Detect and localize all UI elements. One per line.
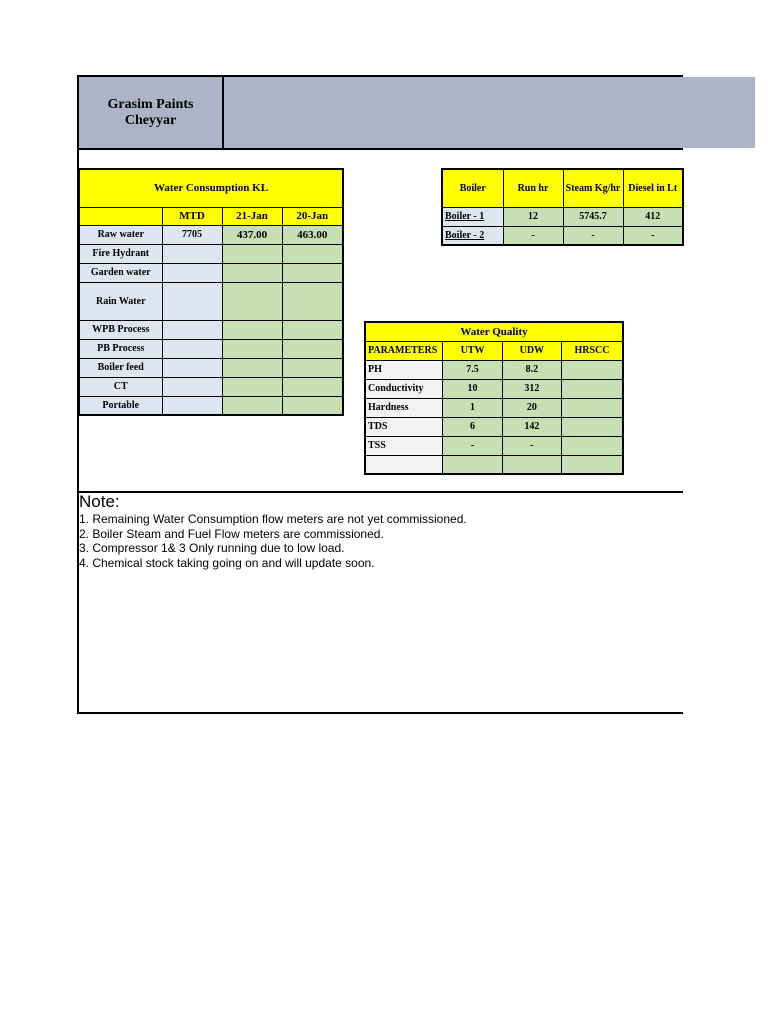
utw-cell [443,455,502,474]
row-label: Raw water [79,225,162,244]
note-line: 1. Remaining Water Consumption flow meters are not yet commissioned. [79,512,467,526]
notes-section [79,492,679,570]
jan21-cell [222,244,282,263]
jan21-cell [222,396,282,415]
header-bottom-border [77,148,683,150]
note-line: 4. Chemical stock taking going on and will update soon. [79,555,375,570]
jan21-cell [222,320,282,339]
jan20-cell [282,339,343,358]
boiler-header-boiler: Boiler [442,169,503,207]
jan20-cell [282,282,343,320]
table-row [365,398,623,417]
frame-bottom-border [77,712,683,714]
frame-top-border [77,75,683,77]
boiler-name: Boiler - 2 [442,226,503,245]
utw-cell: - [443,436,502,455]
udw-cell: 142 [502,417,561,436]
water-consumption-table [78,168,344,416]
hrscc-cell [561,360,623,379]
jan21-cell [222,339,282,358]
boiler-header-run-hr: Run hr [503,169,563,207]
water-header-mtd: MTD [162,207,222,225]
water-header-21-jan: 21-Jan [222,207,282,225]
boiler-name: Boiler - 1 [442,207,503,226]
jan20-cell [282,320,343,339]
table-row [79,225,343,244]
quality-header-hrscc: HRSCC [561,341,623,360]
jan21-cell: 437.00 [222,225,282,244]
hrscc-cell [561,417,623,436]
utw-cell: 1 [443,398,502,417]
jan20-cell [282,263,343,282]
row-label: CT [79,377,162,396]
utw-cell: 7.5 [443,360,502,379]
note-line: 2. Boiler Steam and Fuel Flow meters are commissioned. [79,526,384,541]
table-row [79,320,343,339]
table-row [365,379,623,398]
water-consumption-title: Water Consumption KL [79,169,343,207]
jan21-cell [222,358,282,377]
table-row [365,417,623,436]
mtd-cell [162,320,222,339]
water-header-blank [79,207,162,225]
run-hr-cell: - [503,226,563,245]
udw-cell [502,455,561,474]
boiler-header-steam: Steam Kg/hr [563,169,623,207]
hrscc-cell [561,398,623,417]
row-label: Rain Water [79,282,162,320]
water-header-20-jan: 20-Jan [282,207,343,225]
parameter-name: Conductivity [365,379,443,398]
jan20-cell [282,377,343,396]
jan20-cell: 463.00 [282,225,343,244]
mtd-cell [162,263,222,282]
table-row [79,263,343,282]
diesel-cell: - [623,226,683,245]
steam-cell: - [563,226,623,245]
row-label: WPB Process [79,320,162,339]
udw-cell: 20 [502,398,561,417]
water-quality-title: Water Quality [365,322,623,341]
utw-cell: 6 [443,417,502,436]
jan21-cell [222,263,282,282]
mtd-cell [162,339,222,358]
table-row [365,455,623,474]
quality-header-udw: UDW [502,341,561,360]
table-row [442,226,683,245]
mtd-cell [162,244,222,263]
udw-cell: 8.2 [502,360,561,379]
row-label: Portable [79,396,162,415]
hrscc-cell [561,455,623,474]
table-row [79,339,343,358]
table-row [442,207,683,226]
boiler-table [441,168,684,246]
jan20-cell [282,396,343,415]
parameter-name: PH [365,360,443,379]
row-label: PB Process [79,339,162,358]
row-label: Boiler feed [79,358,162,377]
diesel-cell: 412 [623,207,683,226]
table-row [79,358,343,377]
mtd-cell [162,282,222,320]
table-row [79,396,343,415]
water-quality-table [364,321,624,475]
row-label: Garden water [79,263,162,282]
run-hr-cell: 12 [503,207,563,226]
parameter-name [365,455,443,474]
parameter-name: TSS [365,436,443,455]
mtd-cell: 7705 [162,225,222,244]
mtd-cell [162,358,222,377]
steam-cell: 5745.7 [563,207,623,226]
jan20-cell [282,244,343,263]
hrscc-cell [561,379,623,398]
hrscc-cell [561,436,623,455]
jan20-cell [282,358,343,377]
table-row [365,436,623,455]
udw-cell: 312 [502,379,561,398]
parameter-name: Hardness [365,398,443,417]
company-name-line2: Cheyyar [124,112,177,128]
table-row [79,282,343,320]
notes-title: Note: [79,492,120,511]
company-name-line1: Grasim Paints [107,96,194,112]
boiler-header-diesel: Diesel in Lt [623,169,683,207]
row-label: Fire Hydrant [79,244,162,263]
table-row [365,360,623,379]
quality-header-utw: UTW [443,341,502,360]
table-row [79,377,343,396]
table-row [79,244,343,263]
jan21-cell [222,282,282,320]
mtd-cell [162,377,222,396]
note-line: 3. Compressor 1& 3 Only running due to low load. [79,541,345,555]
quality-header-parameters: PARAMETERS [365,341,443,360]
mtd-cell [162,396,222,415]
utw-cell: 10 [443,379,502,398]
udw-cell: - [502,436,561,455]
parameter-name: TDS [365,417,443,436]
jan21-cell [222,377,282,396]
